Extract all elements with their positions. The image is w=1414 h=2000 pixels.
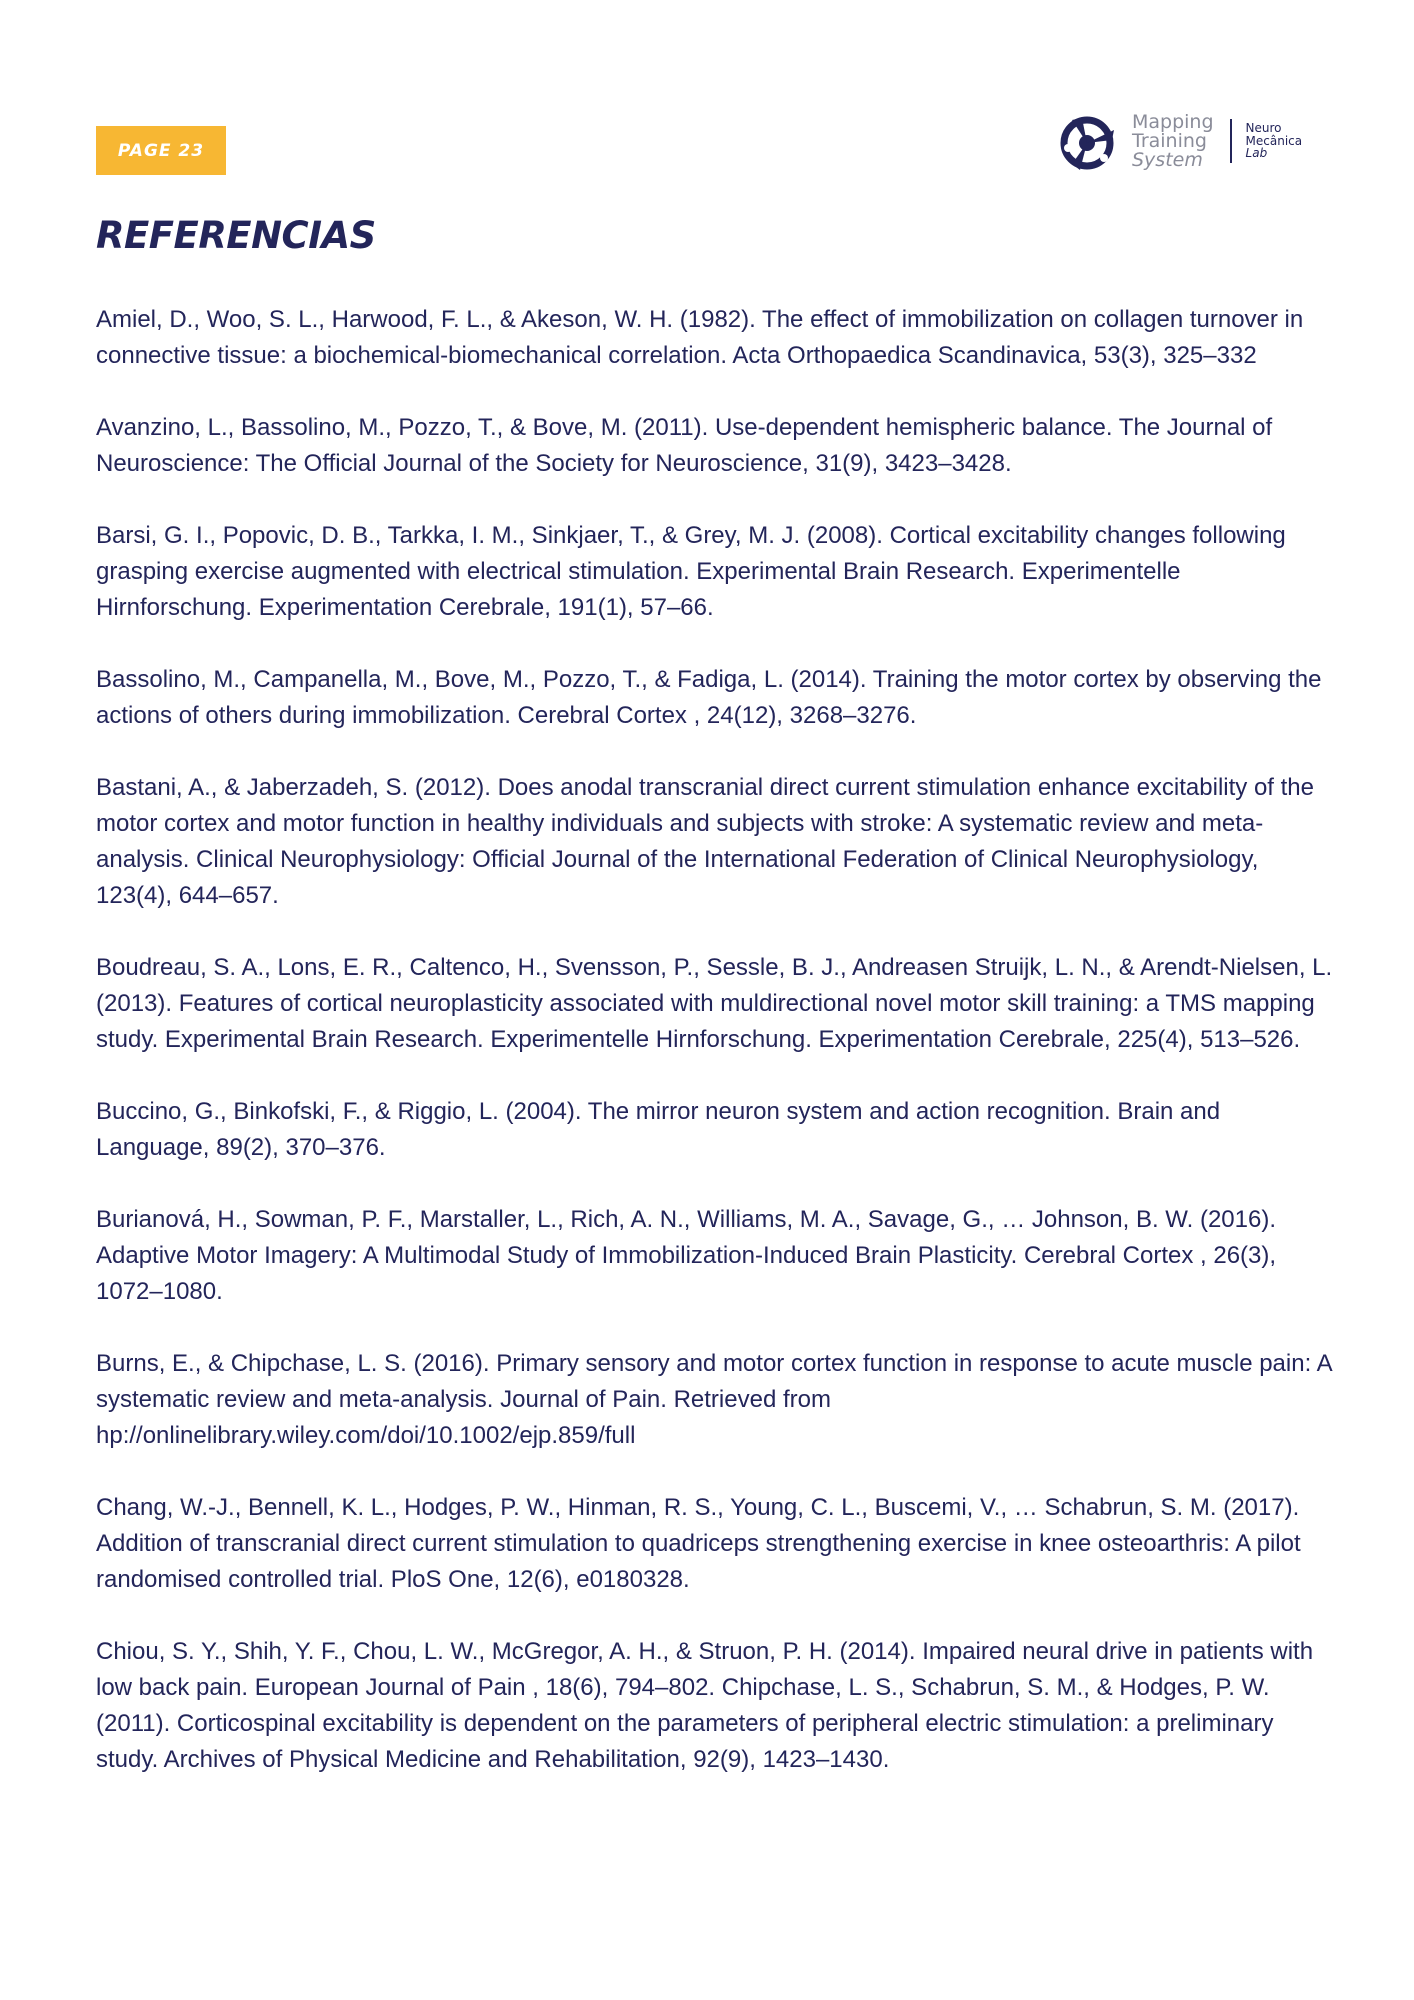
brand-name-line1: Mapping <box>1132 110 1214 133</box>
reference-item: Bassolino, M., Campanella, M., Bove, M., Pozzo, T., & Fadiga, L. (2014). Training the motor cortex by observing the actions of others during immobilization. Cerebral Cortex , 24(12), 3268–3276. <box>96 666 1322 729</box>
reference-item: Barsi, G. I., Popovic, D. B., Tarkka, I. M., Sinkjaer, T., & Grey, M. J. (2008). Cortical excitability changes following grasping exercise augmented with electrical stimulation. Experimental Brain Research. Experimentelle Hirnforschung. Experimentation Cerebrale, 191(1), 57–66. <box>96 522 1286 621</box>
reference-item: Boudreau, S. A., Lons, E. R., Caltenco, H., Svensson, P., Sessle, B. J., Andreasen Struijk, L. N., & Arendt-Nielsen, L. (2013). Features of cortical neuroplasticity associated with muldirectional novel motor skill training: a TMS mapping study. Experimental Brain Research. Experimentelle Hirnforschung. Experimentation Cerebrale, 225(4), 513–526. <box>96 954 1333 1053</box>
reference-item: Chiou, S. Y., Shih, Y. F., Chou, L. W., McGregor, A. H., & Struon, P. H. (2014). Impaired neural drive in patients with low back pain. European Journal of Pain , 18(6), 794–802. Chipchase, L. S., Schabrun, S. M., & Hodges, P. W. (2011). Corticospinal excitability is dependent on the parameters of peripheral electric stimulation: a preliminary study. Archives of Physical Medicine and Rehabilitation, 92(9), 1423–1430. <box>96 1638 1314 1773</box>
lab-name-line2: Mecânica <box>1245 133 1303 148</box>
reference-list <box>96 302 1336 1814</box>
reference-item: Burianová, H., Sowman, P. F., Marstaller, L., Rich, A. N., Williams, M. A., Savage, G., … Johnson, B. W. (2016). Adaptive Motor Imagery: A Multimodal Study of Immobilization-Induced Brain Plasticity. Cerebral Cortex , 26(3), 1072–1080. <box>96 1206 1277 1305</box>
lab-name-line1: Neuro <box>1245 121 1282 136</box>
reference-item: Avanzino, L., Bassolino, M., Pozzo, T., & Bove, M. (2011). Use-dependent hemispheric balance. The Journal of Neuroscience: The Official Journal of the Society for Neuroscience, 31(9), 3423–3428. <box>96 414 1273 477</box>
brand-name-line3: System <box>1132 148 1203 171</box>
reference-item: Burns, E., & Chipchase, L. S. (2016). Primary sensory and motor cortex function in response to acute muscle pain: A systematic review and meta-analysis. Journal of Pain. Retrieved from hp://onlinelibrary.wiley.com/doi/10.1002/ejp.859/full <box>96 1350 1332 1449</box>
reference-item: Amiel, D., Woo, S. L., Harwood, F. L., & Akeson, W. H. (1982). The effect of immobilization on collagen turnover in connective tissue: a biochemical-biomechanical correlation. Acta Orthopaedica Scandinavica, 53(3), 325–332 <box>96 306 1304 369</box>
page-number-badge <box>96 126 226 175</box>
brand-name-line2: Training <box>1132 129 1207 152</box>
page-title: REFERENCIAS <box>96 214 376 257</box>
reference-item: Chang, W.-J., Bennell, K. L., Hodges, P. W., Hinman, R. S., Young, C. L., Buscemi, V., … Schabrun, S. M. (2017). Addition of transcranial direct current stimulation to quadriceps strengthening exercise in knee osteoarthris: A pilot randomised controlled trial. PloS One, 12(6), e0180328. <box>96 1494 1301 1593</box>
brand-mark-icon <box>1054 108 1120 174</box>
reference-item: Bastani, A., & Jaberzadeh, S. (2012). Does anodal transcranial direct current stimulation enhance excitability of the motor cortex and motor function in healthy individuals and subjects with stroke: A systematic review and meta-analysis. Clinical Neurophysiology: Official Journal of the International Federation of Clinical Neurophysiology, 123(4), 644–657. <box>96 774 1314 909</box>
page-number-label: PAGE 23 <box>117 140 205 161</box>
lab-name-line3: Lab <box>1245 146 1268 161</box>
logo-divider <box>1230 119 1232 163</box>
lab-name <box>1246 122 1303 160</box>
brand-name <box>1132 110 1214 171</box>
brand-logo <box>1054 108 1302 174</box>
reference-item: Buccino, G., Binkofski, F., & Riggio, L. (2004). The mirror neuron system and action recognition. Brain and Language, 89(2), 370–376. <box>96 1098 1221 1161</box>
